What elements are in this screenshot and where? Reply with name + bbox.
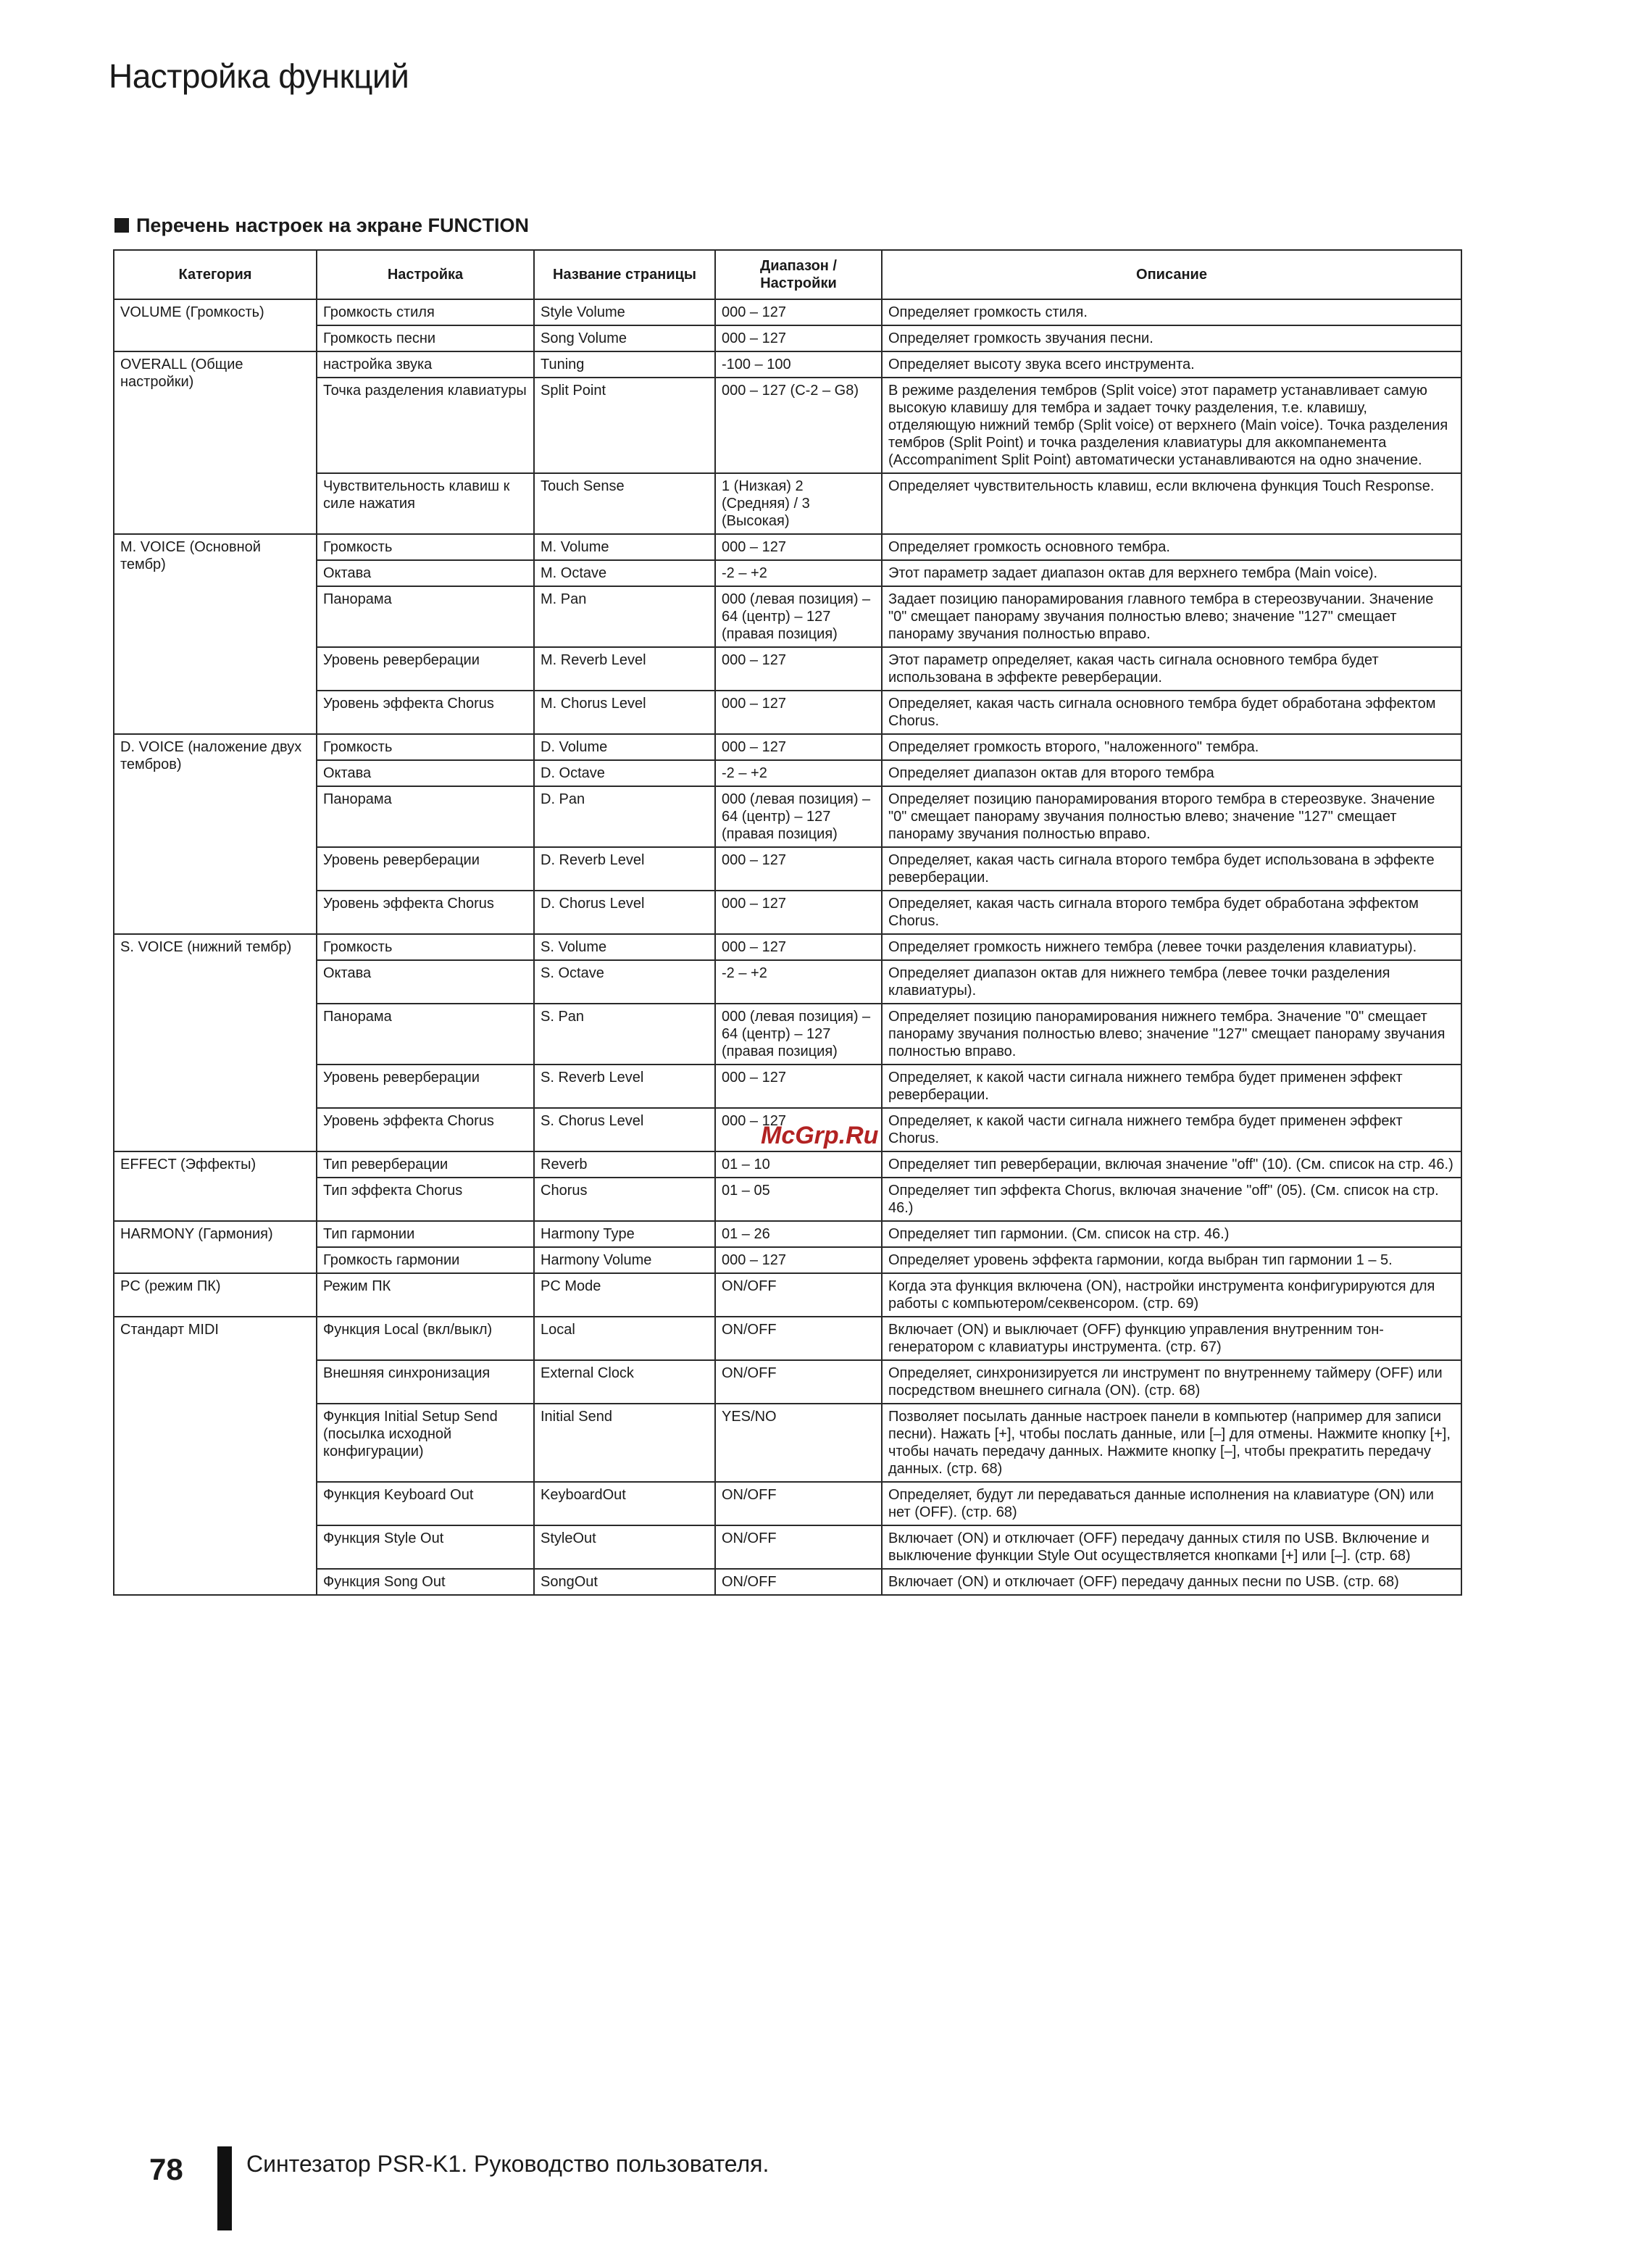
range-cell: 000 – 127 xyxy=(715,299,882,325)
setting-cell: Режим ПК xyxy=(317,1273,534,1317)
description-cell: Определяет громкость звучания песни. xyxy=(882,325,1461,351)
setting-cell: Уровень эффекта Chorus xyxy=(317,891,534,934)
category-cell: HARMONY (Гармония) xyxy=(114,1221,317,1273)
page-name-cell: Initial Send xyxy=(534,1404,715,1482)
range-cell: 000 (левая позиция) – 64 (центр) – 127 (правая позиция) xyxy=(715,1004,882,1065)
description-cell: Определяет диапазон октав для нижнего тембра (левее точки разделения клавиатуры). xyxy=(882,960,1461,1004)
page-name-cell: Chorus xyxy=(534,1178,715,1221)
header-description: Описание xyxy=(882,250,1461,299)
table-body xyxy=(114,299,1461,1595)
page-name-cell: S. Chorus Level xyxy=(534,1108,715,1151)
range-cell: 000 – 127 xyxy=(715,1108,882,1151)
setting-cell: Уровень эффекта Chorus xyxy=(317,691,534,734)
page-name-cell: External Clock xyxy=(534,1360,715,1404)
description-cell: Определяет позицию панорамирования второго тембра в стереозвуке. Значение "0" смещает панораму звучания полностью влево; значение "127" смещает панораму звучания полностью вправо. xyxy=(882,786,1461,847)
description-cell: Определяет, к какой части сигнала нижнего тембра будет применен эффект реверберации. xyxy=(882,1065,1461,1108)
header-category: Категория xyxy=(114,250,317,299)
setting-cell: настройка звука xyxy=(317,351,534,378)
table-header-row xyxy=(114,250,1461,299)
description-cell: Определяет, синхронизируется ли инструмент по внутреннему таймеру (OFF) или посредством внешнего сигнала (ON). (стр. 68) xyxy=(882,1360,1461,1404)
page-name-cell: D. Reverb Level xyxy=(534,847,715,891)
page-name-cell: M. Octave xyxy=(534,560,715,586)
page-name-cell: Harmony Type xyxy=(534,1221,715,1247)
page-name-cell: Style Volume xyxy=(534,299,715,325)
description-cell: Определяет высоту звука всего инструмента. xyxy=(882,351,1461,378)
table-row xyxy=(114,1221,1461,1247)
description-cell: Включает (ON) и отключает (OFF) передачу данных песни по USB. (стр. 68) xyxy=(882,1569,1461,1595)
description-cell: Позволяет посылать данные настроек панели в компьютер (например для записи песни). Нажать [+], чтобы послать данные, или [–] для отмены. Нажмите кнопку [+], чтобы начать передачу данных. Нажмите кнопку [–], чтобы прекратить передачу данных. (стр. 68) xyxy=(882,1404,1461,1482)
page-name-cell: M. Pan xyxy=(534,586,715,647)
range-cell: 000 (левая позиция) – 64 (центр) – 127 (правая позиция) xyxy=(715,586,882,647)
category-cell: OVERALL (Общие настройки) xyxy=(114,351,317,534)
range-cell: 000 (левая позиция) – 64 (центр) – 127 (правая позиция) xyxy=(715,786,882,847)
page-name-cell: Harmony Volume xyxy=(534,1247,715,1273)
description-cell: В режиме разделения тембров (Split voice) этот параметр устанавливает самую высокую клавишу для тембра и задает точку разделения, т.е. клавишу, отделяющую нижний тембр (Split voice) от верхнего (Main voice). Точка разделения тембров (Split Point) и точка разделения клавиатуры для аккомпанемента (Accompaniment Split Point) автоматически устанавливаются на одно значение. xyxy=(882,378,1461,473)
range-cell: 000 – 127 xyxy=(715,691,882,734)
range-cell: 000 – 127 xyxy=(715,1065,882,1108)
setting-cell: Громкость гармонии xyxy=(317,1247,534,1273)
description-cell: Определяет громкость нижнего тембра (левее точки разделения клавиатуры). xyxy=(882,934,1461,960)
setting-cell: Тип эффекта Chorus xyxy=(317,1178,534,1221)
range-cell: -2 – +2 xyxy=(715,560,882,586)
setting-cell: Громкость песни xyxy=(317,325,534,351)
setting-cell: Функция Song Out xyxy=(317,1569,534,1595)
page-name-cell: M. Volume xyxy=(534,534,715,560)
description-cell: Включает (ON) и выключает (OFF) функцию управления внутренним тон-генератором с клавиатуры инструмента. (стр. 67) xyxy=(882,1317,1461,1360)
description-cell: Задает позицию панорамирования главного тембра в стереозвучании. Значение "0" смещает панораму звучания полностью влево; значение "127" смещает панораму звучания полностью вправо. xyxy=(882,586,1461,647)
page-name-cell: SongOut xyxy=(534,1569,715,1595)
category-cell: D. VOICE (наложение двух тембров) xyxy=(114,734,317,934)
category-cell: VOLUME (Громкость) xyxy=(114,299,317,351)
description-cell: Определяет громкость стиля. xyxy=(882,299,1461,325)
setting-cell: Громкость стиля xyxy=(317,299,534,325)
footer-bar xyxy=(217,2146,232,2230)
setting-cell: Октава xyxy=(317,960,534,1004)
setting-cell: Тип реверберации xyxy=(317,1151,534,1178)
setting-cell: Функция Keyboard Out xyxy=(317,1482,534,1525)
page-name-cell: D. Octave xyxy=(534,760,715,786)
setting-cell: Внешняя синхронизация xyxy=(317,1360,534,1404)
description-cell: Определяет тип гармонии. (См. список на стр. 46.) xyxy=(882,1221,1461,1247)
header-range: Диапазон / Настройки xyxy=(715,250,882,299)
setting-cell: Панорама xyxy=(317,786,534,847)
table-row xyxy=(114,1273,1461,1317)
page-name-cell: S. Reverb Level xyxy=(534,1065,715,1108)
footer-text: Синтезатор PSR-K1. Руководство пользователя. xyxy=(246,2151,769,2177)
setting-cell: Панорама xyxy=(317,586,534,647)
range-cell: 000 – 127 xyxy=(715,325,882,351)
range-cell: ON/OFF xyxy=(715,1525,882,1569)
description-cell: Определяет громкость второго, "наложенного" тембра. xyxy=(882,734,1461,760)
setting-cell: Октава xyxy=(317,760,534,786)
page-name-cell: Song Volume xyxy=(534,325,715,351)
watermark: McGrp.Ru xyxy=(761,1122,879,1149)
page-name-cell: Reverb xyxy=(534,1151,715,1178)
setting-cell: Громкость xyxy=(317,734,534,760)
page-name-cell: PC Mode xyxy=(534,1273,715,1317)
range-cell: 000 – 127 xyxy=(715,534,882,560)
description-cell: Определяет чувствительность клавиш, если включена функция Touch Response. xyxy=(882,473,1461,534)
description-cell: Определяет, какая часть сигнала второго тембра будет использована в эффекте реверберации. xyxy=(882,847,1461,891)
page-name-cell: S. Octave xyxy=(534,960,715,1004)
category-cell: M. VOICE (Основной тембр) xyxy=(114,534,317,734)
setting-cell: Громкость xyxy=(317,534,534,560)
setting-cell: Функция Initial Setup Send (посылка исходной конфигурации) xyxy=(317,1404,534,1482)
page-name-cell: D. Volume xyxy=(534,734,715,760)
footer-page-number: 78 xyxy=(149,2152,183,2186)
setting-cell: Функция Local (вкл/выкл) xyxy=(317,1317,534,1360)
page-name-cell: S. Volume xyxy=(534,934,715,960)
setting-cell: Уровень реверберации xyxy=(317,647,534,691)
table-row xyxy=(114,734,1461,760)
page-name-cell: S. Pan xyxy=(534,1004,715,1065)
category-cell: PC (режим ПК) xyxy=(114,1273,317,1317)
table-row xyxy=(114,934,1461,960)
range-cell: 000 – 127 xyxy=(715,934,882,960)
setting-cell: Чувствительность клавиш к силе нажатия xyxy=(317,473,534,534)
category-cell: EFFECT (Эффекты) xyxy=(114,1151,317,1221)
description-cell: Этот параметр задает диапазон октав для верхнего тембра (Main voice). xyxy=(882,560,1461,586)
description-cell: Определяет диапазон октав для второго тембра xyxy=(882,760,1461,786)
setting-cell: Громкость xyxy=(317,934,534,960)
description-cell: Определяет громкость основного тембра. xyxy=(882,534,1461,560)
setting-cell: Октава xyxy=(317,560,534,586)
range-cell: 01 – 05 xyxy=(715,1178,882,1221)
description-cell: Определяет, какая часть сигнала основного тембра будет обработана эффектом Chorus. xyxy=(882,691,1461,734)
range-cell: 000 – 127 xyxy=(715,647,882,691)
description-cell: Определяет тип эффекта Chorus, включая значение "off" (05). (См. список на стр. 46.) xyxy=(882,1178,1461,1221)
range-cell: 000 – 127 (C-2 – G8) xyxy=(715,378,882,473)
function-settings-table xyxy=(113,249,1462,1596)
range-cell: 01 – 10 xyxy=(715,1151,882,1178)
page-name-cell: D. Pan xyxy=(534,786,715,847)
range-cell: ON/OFF xyxy=(715,1482,882,1525)
table-row xyxy=(114,351,1461,378)
range-cell: 01 – 26 xyxy=(715,1221,882,1247)
page-name-cell: M. Chorus Level xyxy=(534,691,715,734)
setting-cell: Панорама xyxy=(317,1004,534,1065)
description-cell: Определяет, к какой части сигнала нижнего тембра будет применен эффект Chorus. xyxy=(882,1108,1461,1151)
section-title-text: Перечень настроек на экране FUNCTION xyxy=(136,214,530,236)
description-cell: Включает (ON) и отключает (OFF) передачу данных стиля по USB. Включение и выключение функции Style Out осуществляется кнопками [+] или [–]. (стр. 68) xyxy=(882,1525,1461,1569)
description-cell: Определяет уровень эффекта гармонии, когда выбран тип гармонии 1 – 5. xyxy=(882,1247,1461,1273)
description-cell: Когда эта функция включена (ON), настройки инструмента конфигурируются для работы с компьютером/секвенсором. (стр. 69) xyxy=(882,1273,1461,1317)
square-bullet-icon xyxy=(114,218,129,233)
page-name-cell: M. Reverb Level xyxy=(534,647,715,691)
setting-cell: Уровень реверберации xyxy=(317,1065,534,1108)
page-name-cell: Local xyxy=(534,1317,715,1360)
setting-cell: Уровень эффекта Chorus xyxy=(317,1108,534,1151)
range-cell: ON/OFF xyxy=(715,1569,882,1595)
description-cell: Определяет, будут ли передаваться данные исполнения на клавиатуре (ON) или нет (OFF). (стр. 68) xyxy=(882,1482,1461,1525)
section-title xyxy=(114,214,529,237)
range-cell: ON/OFF xyxy=(715,1360,882,1404)
table-row xyxy=(114,534,1461,560)
range-cell: 000 – 127 xyxy=(715,891,882,934)
range-cell: 000 – 127 xyxy=(715,847,882,891)
range-cell: 000 – 127 xyxy=(715,734,882,760)
page-name-cell: Touch Sense xyxy=(534,473,715,534)
range-cell: -100 – 100 xyxy=(715,351,882,378)
range-cell: ON/OFF xyxy=(715,1317,882,1360)
page-name-cell: StyleOut xyxy=(534,1525,715,1569)
category-cell: Стандарт MIDI xyxy=(114,1317,317,1595)
setting-cell: Функция Style Out xyxy=(317,1525,534,1569)
table-row xyxy=(114,299,1461,325)
page-name-cell: Tuning xyxy=(534,351,715,378)
setting-cell: Тип гармонии xyxy=(317,1221,534,1247)
page-name-cell: KeyboardOut xyxy=(534,1482,715,1525)
setting-cell: Точка разделения клавиатуры xyxy=(317,378,534,473)
setting-cell: Уровень реверберации xyxy=(317,847,534,891)
header-setting: Настройка xyxy=(317,250,534,299)
page-title: Настройка функций xyxy=(109,57,409,95)
table-row xyxy=(114,1317,1461,1360)
range-cell: ON/OFF xyxy=(715,1273,882,1317)
table-row xyxy=(114,1151,1461,1178)
header-page-name: Название страницы xyxy=(534,250,715,299)
page-name-cell: D. Chorus Level xyxy=(534,891,715,934)
page-name-cell: Split Point xyxy=(534,378,715,473)
range-cell: 000 – 127 xyxy=(715,1247,882,1273)
range-cell: -2 – +2 xyxy=(715,960,882,1004)
description-cell: Определяет позицию панорамирования нижнего тембра. Значение "0" смещает панораму звучания полностью влево; значение "127" смещает панораму звучания полностью вправо. xyxy=(882,1004,1461,1065)
category-cell: S. VOICE (нижний тембр) xyxy=(114,934,317,1151)
description-cell: Определяет, какая часть сигнала второго тембра будет обработана эффектом Chorus. xyxy=(882,891,1461,934)
range-cell: -2 – +2 xyxy=(715,760,882,786)
description-cell: Этот параметр определяет, какая часть сигнала основного тембра будет использована в эффекте реверберации. xyxy=(882,647,1461,691)
range-cell: YES/NO xyxy=(715,1404,882,1482)
description-cell: Определяет тип реверберации, включая значение "off" (10). (См. список на стр. 46.) xyxy=(882,1151,1461,1178)
range-cell: 1 (Низкая) 2 (Средняя) / 3 (Высокая) xyxy=(715,473,882,534)
